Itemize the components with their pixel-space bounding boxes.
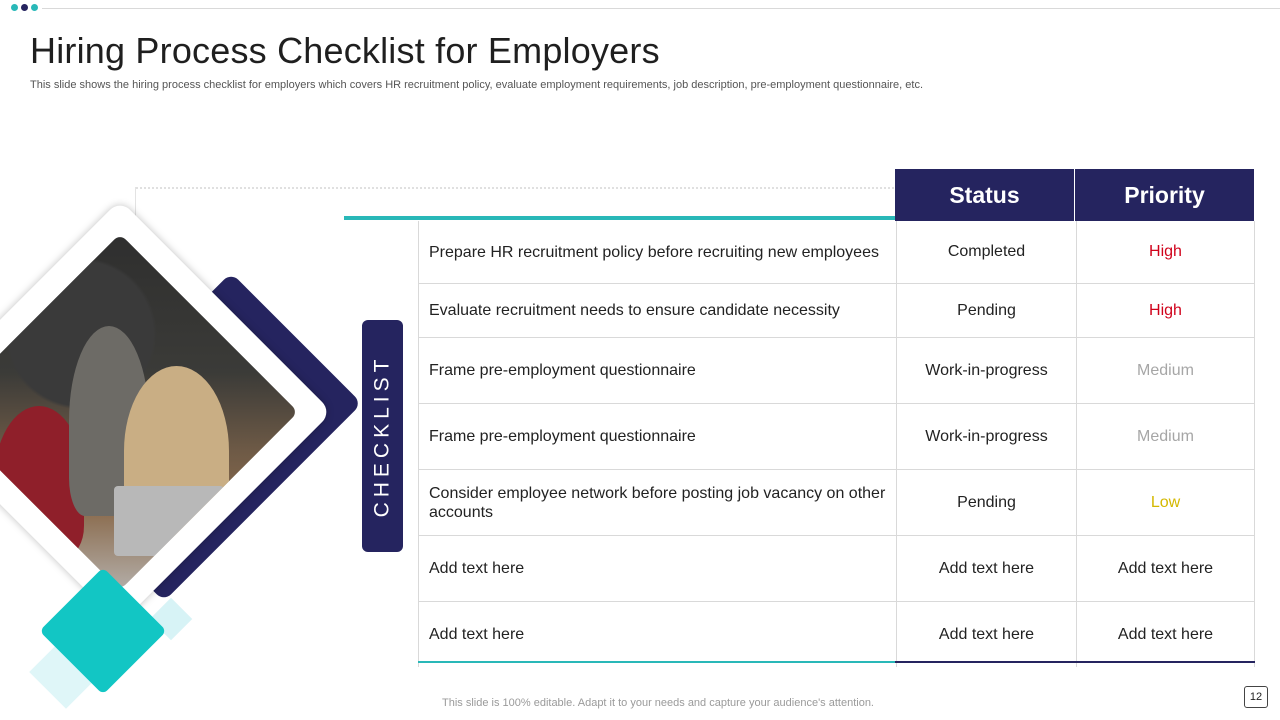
priority-cell: High bbox=[1076, 284, 1255, 337]
checklist-item: Prepare HR recruitment policy before recruiting new employees bbox=[429, 243, 879, 261]
decorative-dots bbox=[11, 4, 38, 11]
checklist-item: Add text here bbox=[429, 560, 525, 577]
priority-column-header: Priority bbox=[1075, 169, 1254, 221]
table-row bbox=[419, 221, 1255, 284]
slide-subtitle: This slide shows the hiring process checklist for employers which covers HR recruitment policy, evaluate employment requirements, job description, pre-employment questionnaire, etc. bbox=[30, 79, 924, 91]
dot-teal bbox=[11, 4, 18, 11]
table-row bbox=[419, 404, 1255, 470]
status-cell: Work-in-progress bbox=[896, 404, 1076, 469]
frame-top-line bbox=[136, 187, 896, 189]
checklist-item: Frame pre-employment questionnaire bbox=[429, 428, 696, 445]
status-cell: Add text here bbox=[896, 536, 1076, 601]
dot-teal-2 bbox=[31, 4, 38, 11]
checklist-side-label bbox=[362, 320, 403, 552]
checklist-item: Add text here bbox=[429, 626, 525, 643]
priority-cell: Add text here bbox=[1076, 536, 1255, 601]
checklist-label-text: CHECKLIST bbox=[370, 354, 394, 518]
status-column-header: Status bbox=[895, 169, 1074, 221]
footer-note: This slide is 100% editable. Adapt it to your needs and capture your audience's attention. bbox=[442, 697, 874, 709]
checklist-item: Consider employee network before posting job vacancy on other accounts bbox=[429, 484, 886, 521]
page-number: 12 bbox=[1244, 686, 1268, 708]
priority-cell: Medium bbox=[1076, 338, 1255, 403]
priority-cell: High bbox=[1076, 221, 1255, 283]
status-cell: Pending bbox=[896, 284, 1076, 337]
dot-navy bbox=[21, 4, 28, 11]
top-divider bbox=[42, 8, 1280, 9]
table-bottom-navy-line bbox=[895, 661, 1255, 663]
status-cell: Pending bbox=[896, 470, 1076, 535]
table-row bbox=[419, 470, 1255, 536]
table-row bbox=[419, 536, 1255, 602]
table-bottom-teal-line bbox=[418, 661, 895, 663]
teal-accent-bar bbox=[344, 216, 895, 220]
status-cell: Completed bbox=[896, 221, 1076, 283]
checklist-table bbox=[418, 221, 1255, 667]
table-row bbox=[419, 338, 1255, 404]
checklist-item: Evaluate recruitment needs to ensure candidate necessity bbox=[429, 302, 840, 319]
priority-cell: Medium bbox=[1076, 404, 1255, 469]
priority-cell: Add text here bbox=[1076, 602, 1255, 667]
table-row bbox=[419, 284, 1255, 338]
priority-cell: Low bbox=[1076, 470, 1255, 535]
checklist-item: Frame pre-employment questionnaire bbox=[429, 362, 696, 379]
status-cell: Add text here bbox=[896, 602, 1076, 667]
status-cell: Work-in-progress bbox=[896, 338, 1076, 403]
table-row bbox=[419, 602, 1255, 667]
slide-title: Hiring Process Checklist for Employers bbox=[30, 30, 660, 71]
